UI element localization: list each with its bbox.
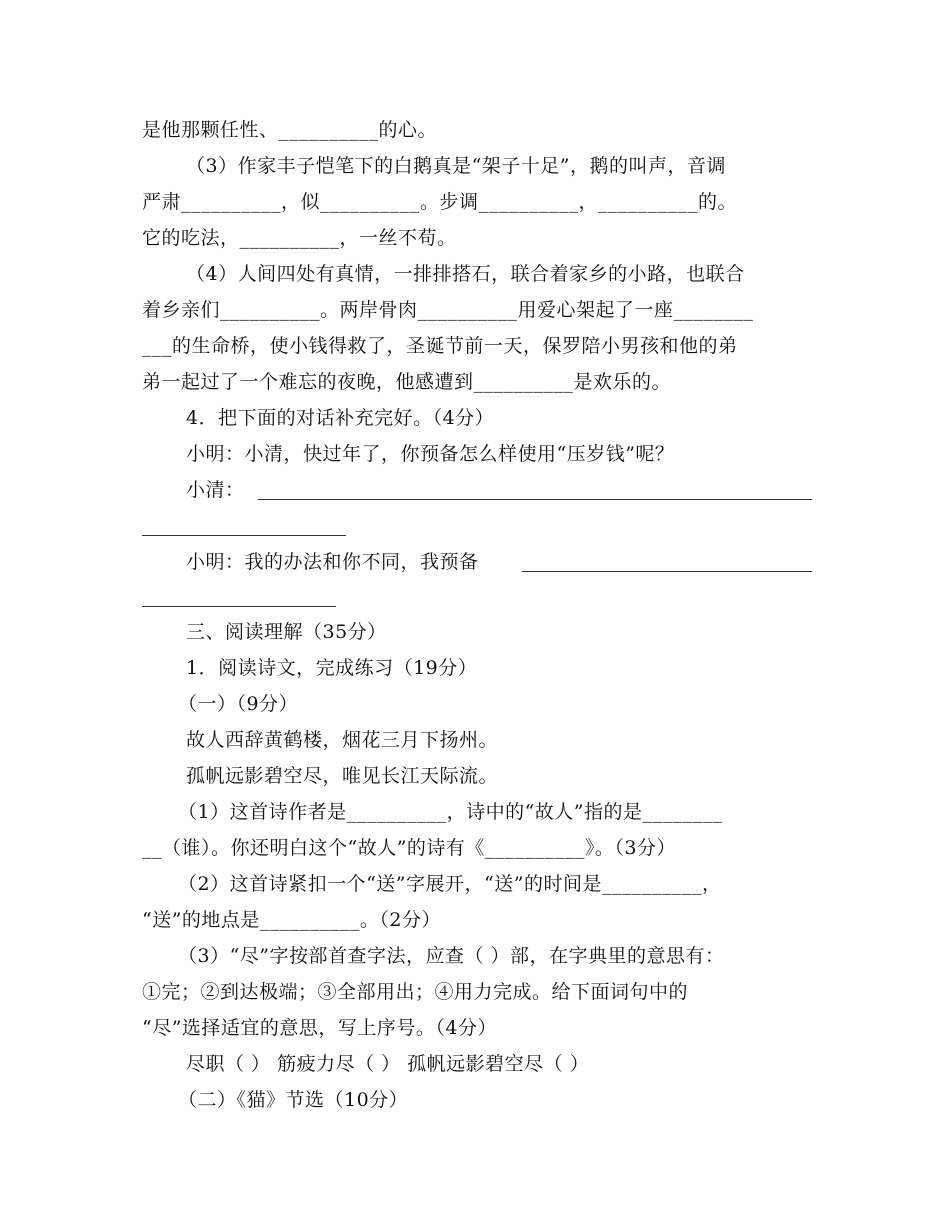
answer-blank-xiaoming-1[interactable] <box>522 571 812 572</box>
answer-blank-xiaoqing-1[interactable] <box>258 499 812 500</box>
part-2-heading: （二）《猫》节选（10分） <box>178 1089 409 1111</box>
poem-question-2: （2）这首诗紧扣一个“送”字展开，“送”的时间是__________， <box>178 873 722 895</box>
part-1-heading: （一）（9分） <box>178 693 299 715</box>
poem-question-3: （3）“尽”字按部首查字法，应查（ ）部，在字典里的意思有： <box>178 945 725 967</box>
answer-blank-xiaoqing-2[interactable] <box>142 535 346 536</box>
poem-question-1: （1）这首诗作者是__________，诗中的“故人”指的是________ <box>178 801 723 823</box>
question-4-line-2: 着乡亲们__________。两岸骨肉__________用爱心架起了一座________ <box>142 299 754 321</box>
question-4-line-4: 弟一起过了一个难忘的夜晚，他感遭到__________是欢乐的。 <box>142 371 672 393</box>
question-3-intro: （3）作家丰子恺笔下的白鹅真是“架子十足”，鹅的叫声，音调 <box>186 155 727 177</box>
reading-1-heading: 1．阅读诗文，完成练习（19分） <box>186 657 478 679</box>
poem-line-2: 孤帆远影碧空尽，唯见长江天际流。 <box>186 765 499 787</box>
poem-question-3-cont-1: ①完；②到达极端；③全部用出；④用力完成。给下面词句中的 <box>142 981 689 1003</box>
poem-question-1-cont: __（谁）。你还明白这个“故人”的诗有《__________》。（3分） <box>142 837 677 859</box>
dialogue-question-heading: 4．把下面的对话补充完好。（4分） <box>186 407 495 429</box>
poem-question-2-cont: “送”的地点是__________。（2分） <box>142 909 442 931</box>
poem-question-3-choices: 尽职（ ） 筋疲力尽（ ） 孤帆远影碧空尽（ ） <box>186 1053 590 1075</box>
dialogue-xiaoqing-label: 小清： <box>186 479 245 501</box>
text-line-1: 是他那颗任性、__________的心。 <box>142 119 438 141</box>
dialogue-xiaoming-2: 小明：我的办法和你不同，我预备 <box>186 551 479 573</box>
question-3-line-3: 它的吃法，__________，一丝不苟。 <box>142 227 457 249</box>
poem-line-1: 故人西辞黄鹤楼，烟花三月下扬州。 <box>186 729 499 751</box>
question-3-line-2: 严肃__________，似__________。步调__________，__________的。 <box>142 191 738 213</box>
dialogue-xiaoming-1: 小明：小清，快过年了，你预备怎么样使用“压岁钱”呢？ <box>186 443 675 465</box>
question-4-line-3: ___的生命桥，使小钱得救了，圣诞节前一天，保罗陪小男孩和他的弟 <box>142 335 738 357</box>
poem-question-3-cont-2: “尽”选择适宜的意思，写上序号。（4分） <box>142 1017 498 1039</box>
question-4-intro: （4）人间四处有真情，一排排搭石，联合着家乡的小路，也联合 <box>186 263 745 285</box>
section-3-heading: 三、阅读理解（35分） <box>186 621 387 643</box>
answer-blank-xiaoming-2[interactable] <box>142 606 336 607</box>
